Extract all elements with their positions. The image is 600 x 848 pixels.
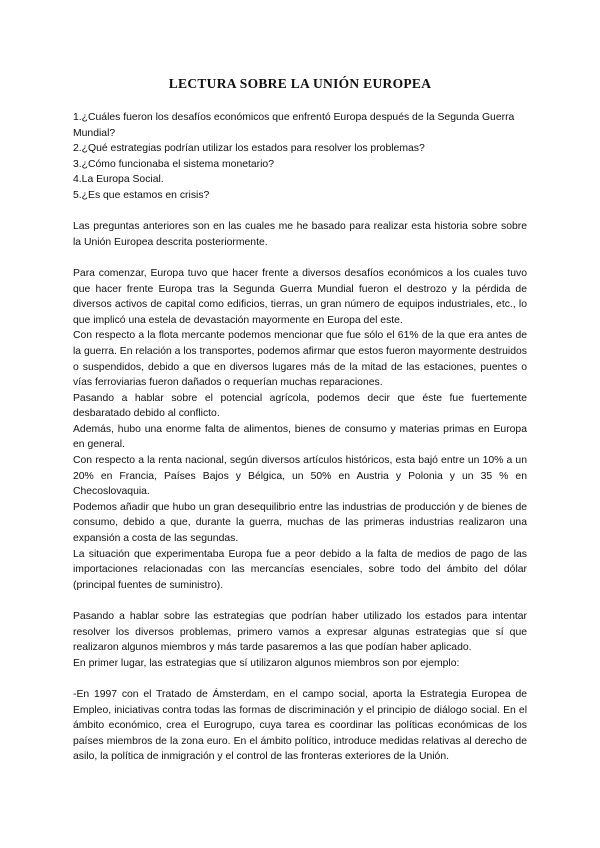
spacer [73,671,527,687]
question-item: 3.¿Cómo funcionaba el sistema monetario? [73,158,274,170]
paragraph: Para comenzar, Europa tuvo que hacer frente a diversos desafíos económicos a los cuales tuvo que hacer frente Europa tras la Segunda Guerra Mundial fueron el destrozo y la pérdida de diversos activos de capital como edificios, tierras, un gran número de equipos industriales, etc., lo que implicó una estela de devastación mayormente en Europa del este. [73,267,527,326]
paragraph: Pasando a hablar sobre las estrategias que podrían haber utilizado los estados para intentar resolver los diversos problemas, primero vamos a expresar algunas estrategias que sí que realizaron algunos miembros y más tarde pasaremos a las que podían haber aplicado. [73,611,527,654]
question-item: 4.La Europa Social. [73,174,164,186]
intro-paragraph: Las preguntas anteriores son en las cuales me he basado para realizar esta historia sobre sobre la Unión Europea descrita posteriormente. [73,221,527,248]
spacer [73,593,527,609]
spacer [73,250,527,266]
question-list [73,110,527,204]
question-item: 2.¿Qué estrategias podrían utilizar los estados para resolver los problemas? [73,143,425,155]
question-item: 5.¿Es que estamos en crisis? [73,189,210,201]
paragraph: -En 1997 con el Tratado de Ámsterdam, en el campo social, aporta la Estrategia Europea de Empleo, iniciativas contra todas las formas de discriminación y el principio de diálogo social. En el ámbito económico, crea el Eurogrupo, cuya tarea es coordinar las políticas económicas de los países miembros de la zona euro. En el ámbito político, introduce medidas relativas al derecho de asilo, la política de inmigración y el control de las fronteras exteriores de la Unión. [73,688,527,763]
paragraph: Pasando a hablar sobre el potencial agrícola, podemos decir que éste fue fuertemente desbaratado debido al conflicto. [73,392,527,420]
paragraph: Además, hubo una enorme falta de alimentos, bienes de consumo y materias primas en Europa en general. [73,423,527,451]
paragraph: Con respecto a la flota mercante podemos mencionar que fue sólo el 61% de la que era antes de la guerra. En relación a los transportes, podemos afirmar que estos fueron mayormente destruidos o suspendidos, debido a que en diversos lugares más de la mitad de las estaciones, puentes o vías ferroviarias fueron dañados o requerían muchas reparaciones. [73,330,527,389]
paragraph: Podemos añadir que hubo un gran desequilibrio entre las industrias de producción y de bienes de consumo, debido a que, durante la guerra, muchas de las primeras industrias realizaron una expansión a costa de las segundas. [73,501,527,545]
paragraph: Con respecto a la renta nacional, según diversos artículos históricos, esta bajó entre un 10% a un 20% en Francia, Países Bajos y Bélgica, un 50% en Austria y Polonia y un 35 % en Checoslovaquia. [73,455,527,498]
document-body [73,110,527,765]
paragraph: En primer lugar, las estrategias que sí utilizaron algunos miembros son por ejemplo: [73,657,460,669]
document-title: LECTURA SOBRE LA UNIÓN EUROPEA [168,76,432,91]
paragraph: La situación que experimentaba Europa fue a peor debido a la falta de medios de pago de las importaciones relacionadas con las mercancías esenciales, sobre todo del ámbito del dólar (principal fuentes de suministro). [73,548,527,591]
question-item: 1.¿Cuáles fueron los desafíos económicos que enfrentó Europa después de la Segunda Guerra Mundial? [73,112,515,139]
spacer [73,204,527,220]
